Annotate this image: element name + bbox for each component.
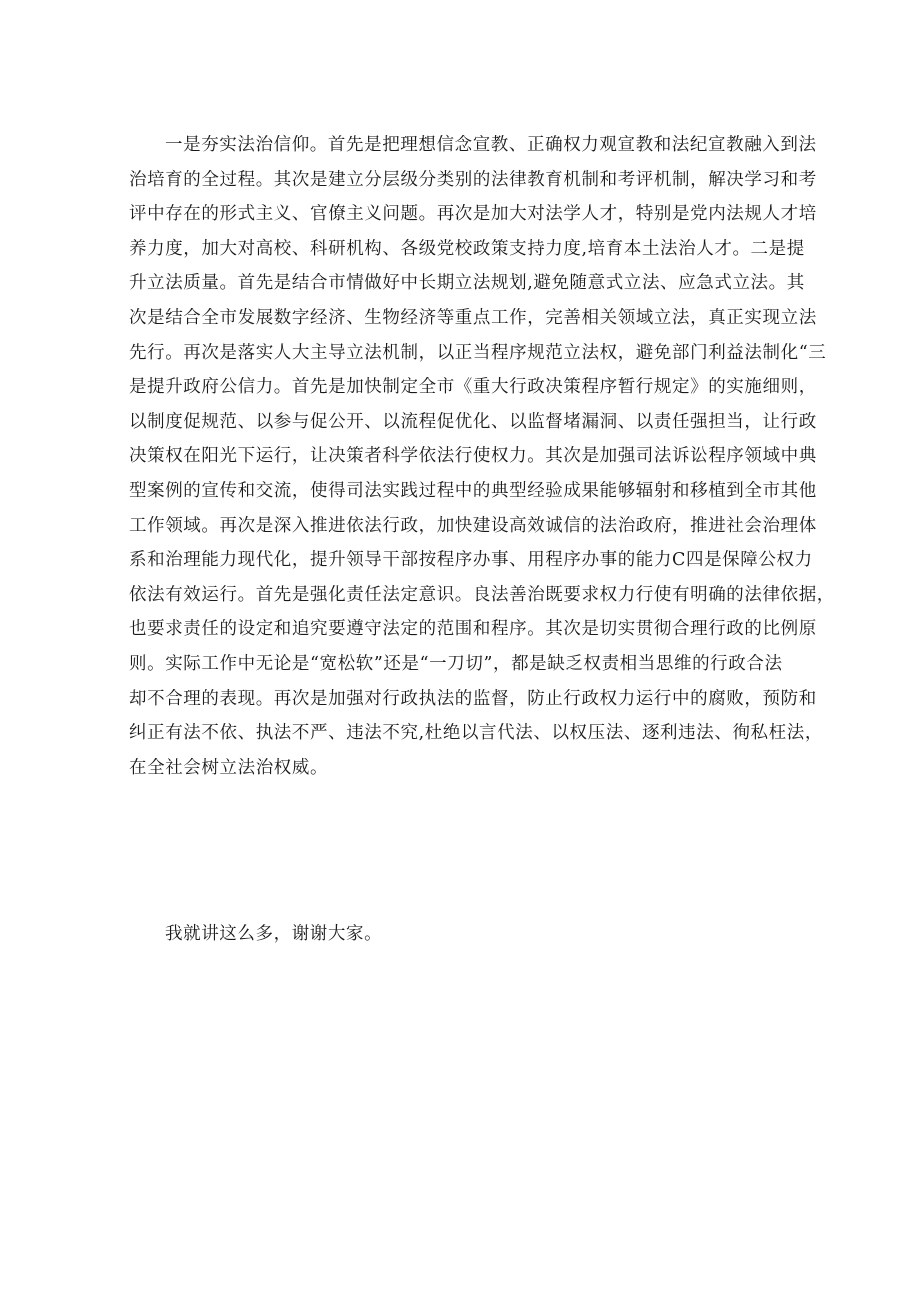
- paragraph-line: 养力度，加大对高校、科研机构、各级党校政策支持力度,培育本土法治人才。二是提: [129, 238, 805, 259]
- closing-remark: 我就讲这么多，谢谢大家。: [165, 924, 383, 944]
- paragraph-line: 决策权在阳光下运行，让决策者科学依法行使权力。其次是加强司法诉讼程序领域中典: [129, 446, 817, 467]
- body-paragraph: [129, 128, 835, 785]
- paragraph-line: 升立法质量。首先是结合市情做好中长期立法规划,避免随意式立法、应急式立法。其: [129, 273, 805, 294]
- paragraph-line: 工作领域。再次是深入推进依法行政，加快建设高效诚信的法治政府，推进社会治理体: [129, 515, 817, 536]
- paragraph-line: 评中存在的形式主义、官僚主义问题。再次是加大对法学人才，特别是党内法规人才培: [129, 204, 817, 225]
- paragraph-line: 一是夯实法治信仰。首先是把理想信念宣教、正确权力观宣教和法纪宣教融入到法: [165, 135, 817, 155]
- paragraph-line: 治培育的全过程。其次是建立分层级分类别的法律教育机制和考评机制，解决学习和考: [129, 169, 817, 190]
- paragraph-line: 依法有效运行。首先是强化责任法定意识。良法善治既要求权力行使有明确的法律依据，: [129, 584, 835, 605]
- paragraph-line: 先行。再次是落实人大主导立法机制，以正当程序规范立法权，避免部门利益法制化“三: [129, 342, 827, 363]
- paragraph-line: 则。实际工作中无论是“宽松软”还是“一刀切”，都是缺乏权责相当思维的行政合法: [129, 653, 783, 674]
- paragraph-line: 系和治理能力现代化，提升领导干部按程序办事、用程序办事的能力C四是保障公权力: [129, 550, 813, 571]
- paragraph-line: 在全社会树立法治权威。: [129, 757, 329, 778]
- paragraph-line: 型案例的宣传和交流，使得司法实践过程中的典型经验成果能够辐射和移植到全市其他: [129, 480, 817, 501]
- paragraph-line: 是提升政府公信力。首先是加快制定全市《重大行政决策程序暂行规定》的实施细则，: [129, 377, 817, 398]
- paragraph-line: 次是结合全市发展数字经济、生物经济等重点工作，完善相关领域立法，真正实现立法: [129, 307, 817, 328]
- paragraph-line: 却不合理的表现。再次是加强对行政执法的监督，防止行政权力运行中的腐败，预防和: [129, 688, 817, 709]
- paragraph-line: 纠正有法不依、执法不严、违法不究,杜绝以言代法、以权压法、逐利违法、徇私枉法，: [129, 723, 823, 744]
- paragraph-line: 也要求责任的设定和追究要遵守法定的范围和程序。其次是切实贯彻合理行政的比例原: [129, 619, 817, 640]
- paragraph-line: 以制度促规范、以参与促公开、以流程促优化、以监督堵漏洞、以责任强担当，让行政: [129, 411, 817, 432]
